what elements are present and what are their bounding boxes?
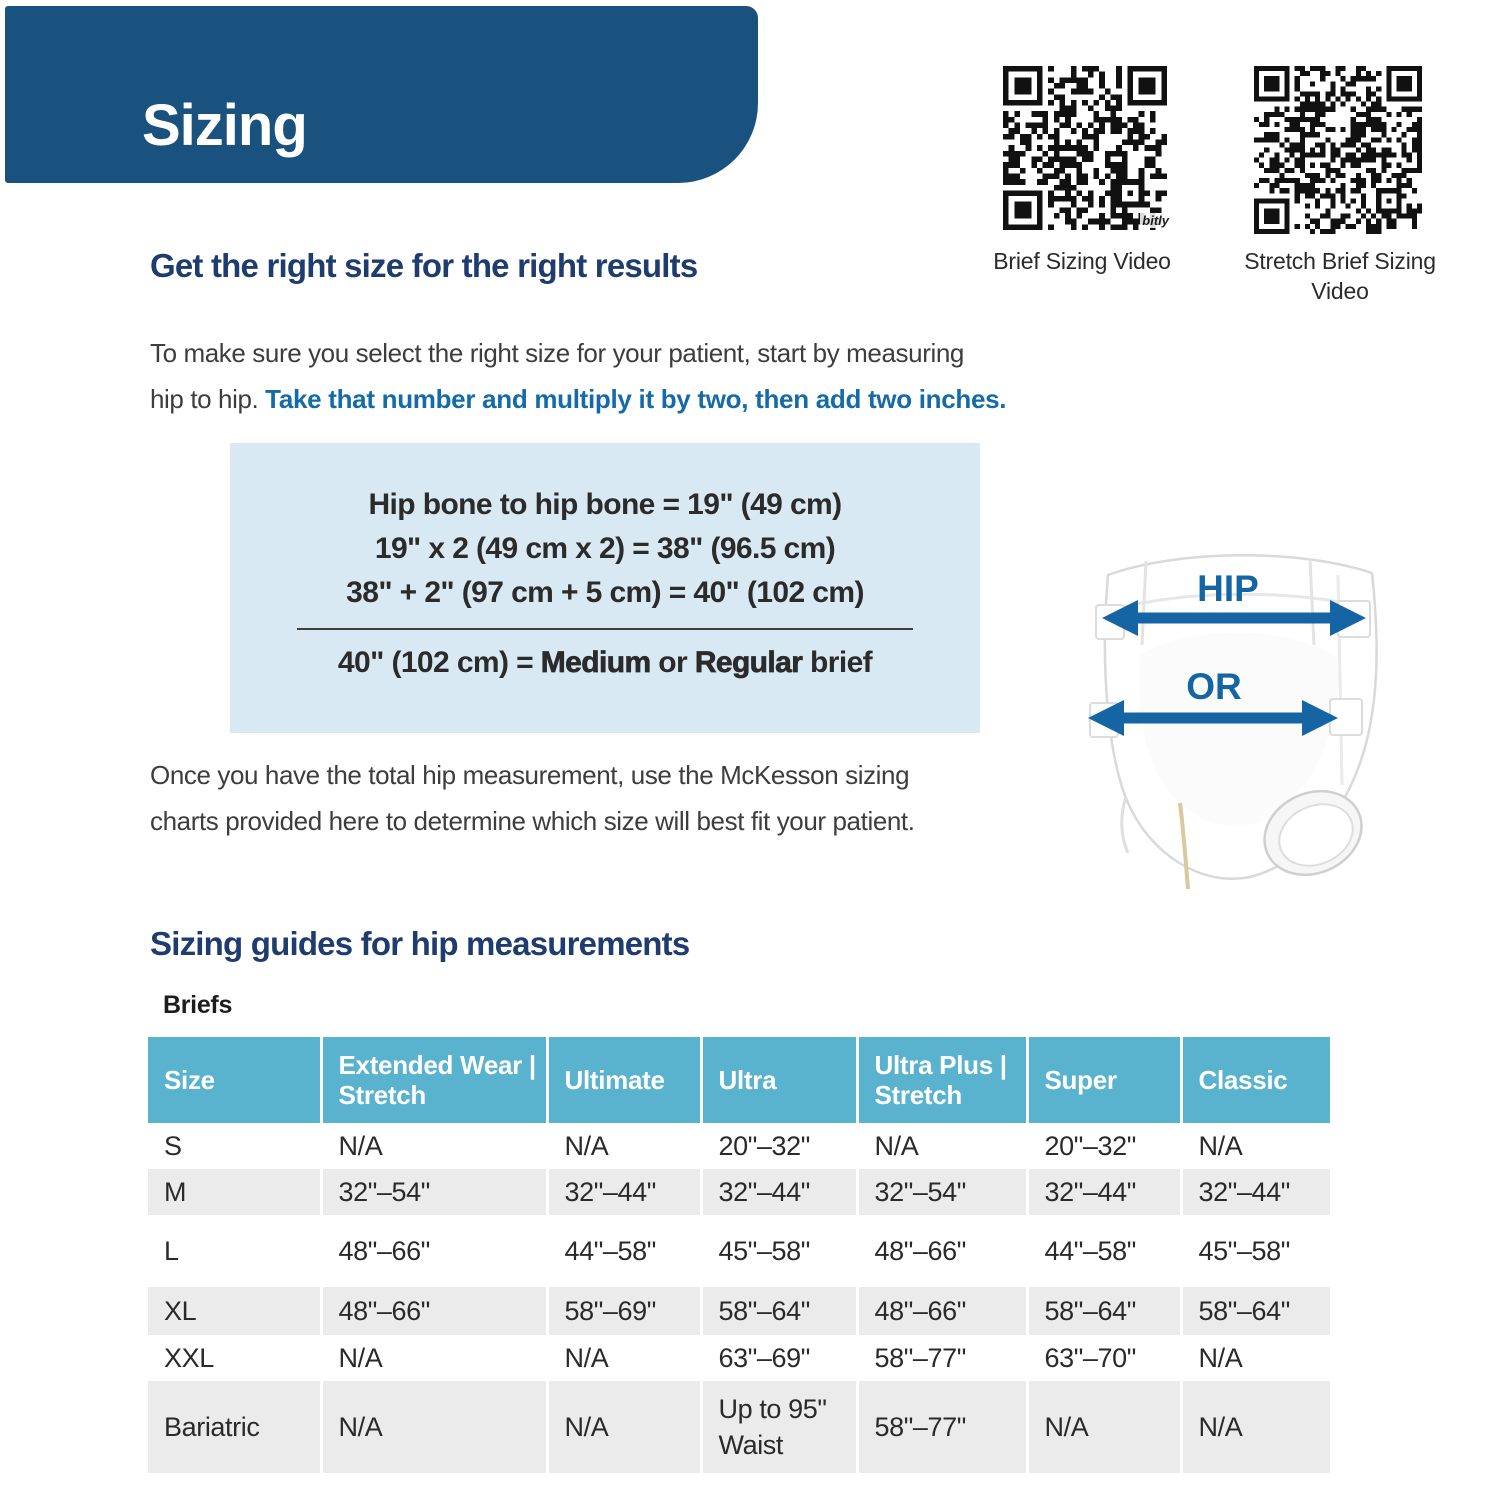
measurement-cell: 32"–44" [1181, 1169, 1330, 1215]
table-body [148, 1123, 1330, 1473]
measurement-cell: 48"–66" [857, 1287, 1027, 1335]
measurement-cell: N/A [321, 1335, 547, 1381]
size-cell: L [164, 1236, 179, 1266]
measurement-cell: 45"–58" [1181, 1215, 1330, 1287]
measurement-cell: 20"–32" [701, 1123, 857, 1169]
calc-line-1: Hip bone to hip bone = 19" (49 cm) [368, 488, 842, 521]
measurement-cell: 58"–64" [1181, 1287, 1330, 1335]
section-heading: Sizing guides for hip measurements [150, 925, 690, 962]
measurement-cell: N/A [547, 1123, 701, 1169]
table-row [148, 1335, 1330, 1381]
measurement-cell: N/A [1027, 1381, 1181, 1473]
calc-result-line: 40" (102 cm) = Medium or Regular brief [337, 646, 873, 679]
measurement-cell: N/A [1181, 1335, 1330, 1381]
brief-illustration-svg [1080, 535, 1400, 915]
briefs-sizing-table [148, 1037, 1330, 1473]
calc-line-3: 38" + 2" (97 cm + 5 cm) = 40" (102 cm) [346, 576, 864, 609]
size-cell: Bariatric [164, 1412, 260, 1442]
bitly-watermark: bitly [1142, 213, 1169, 228]
page-title: Sizing [142, 93, 307, 158]
table-row [148, 1215, 1330, 1287]
table-row [148, 1287, 1330, 1335]
measurement-cell: 32"–44" [547, 1169, 701, 1215]
qr-code-image [1003, 66, 1167, 230]
calculation-example-box [230, 443, 980, 733]
measurement-cell: N/A [547, 1381, 701, 1473]
measurement-cell: 32"–44" [701, 1169, 857, 1215]
measurement-cell: N/A [1181, 1123, 1330, 1169]
measurement-cell: 44"–58" [1027, 1215, 1181, 1287]
intro-heading: Get the right size for the right results [150, 247, 698, 284]
measurement-cell: 63"–70" [1027, 1335, 1181, 1381]
measurement-cell: 32"–54" [321, 1169, 547, 1215]
measurement-cell: N/A [857, 1123, 1027, 1169]
measurement-cell: 58"–77" [857, 1335, 1027, 1381]
intro-line-2: hip to hip. Take that number and multiply it by two, then add two inches. [150, 384, 1007, 414]
measurement-cell: 32"–44" [1027, 1169, 1181, 1215]
size-cell: S [164, 1131, 182, 1161]
column-header: Classic [1181, 1037, 1330, 1123]
measurement-cell: N/A [547, 1335, 701, 1381]
table-row [148, 1381, 1330, 1473]
table-header-row [148, 1037, 1330, 1123]
measurement-cell: 58"–69" [547, 1287, 701, 1335]
measurement-cell: 20"–32" [1027, 1123, 1181, 1169]
column-header: Ultimate [547, 1037, 701, 1123]
column-header: Extended Wear | Stretch [321, 1037, 547, 1123]
hip-label: HIP [1197, 568, 1259, 609]
column-header: Ultra [701, 1037, 857, 1123]
brief-measurement-illustration [1080, 535, 1400, 915]
measurement-cell: N/A [321, 1381, 547, 1473]
measurement-cell: 45"–58" [701, 1215, 857, 1287]
stretch-brief-sizing-qr-code [1254, 66, 1422, 234]
measurement-cell: Up to 95" Waist [701, 1381, 857, 1473]
brief-cuff-left [1122, 797, 1128, 853]
followup-line-1: Once you have the total hip measurement, use the McKesson sizing [150, 760, 910, 790]
measurement-cell: 58"–77" [857, 1381, 1027, 1473]
calc-result-medium: Medium [540, 646, 651, 679]
measurement-cell: 58"–64" [1027, 1287, 1181, 1335]
column-header: Size [148, 1037, 321, 1123]
measurement-cell: 48"–66" [321, 1287, 547, 1335]
followup-paragraph [150, 752, 1110, 844]
size-cell: XL [164, 1296, 197, 1326]
measurement-cell: 48"–66" [857, 1215, 1027, 1287]
page-banner [5, 6, 758, 183]
column-header: Ultra Plus | Stretch [857, 1037, 1027, 1123]
measurement-cell: 63"–69" [701, 1335, 857, 1381]
measurement-cell: 32"–54" [857, 1169, 1027, 1215]
size-cell: M [164, 1177, 187, 1207]
size-cell: XXL [164, 1343, 214, 1373]
measurement-cell: N/A [321, 1123, 547, 1169]
column-header: Super [1027, 1037, 1181, 1123]
calc-line-2: 19" x 2 (49 cm x 2) = 38" (96.5 cm) [374, 532, 836, 565]
followup-line-2: charts provided here to determine which size will best fit your patient. [150, 806, 915, 836]
table-row [148, 1123, 1330, 1169]
measurement-cell: N/A [1181, 1381, 1330, 1473]
calc-divider [297, 628, 913, 630]
brief-sizing-qr-label: Brief Sizing Video [993, 248, 1171, 274]
measurement-cell: 58"–64" [701, 1287, 857, 1335]
brief-sizing-qr-code [1003, 66, 1167, 230]
intro-line-1: To make sure you select the right size for your patient, start by measuring [150, 338, 964, 368]
intro-paragraph [150, 330, 1110, 422]
table-title: Briefs [163, 991, 233, 1019]
qr-code-image [1254, 66, 1422, 234]
measurement-cell: 48"–66" [321, 1215, 547, 1287]
calc-result-regular: Regular [694, 646, 803, 679]
or-label: OR [1186, 666, 1242, 707]
stretch-brief-sizing-qr-label: Stretch Brief Sizing Video [1244, 248, 1436, 304]
intro-emphasis: Take that number and multiply it by two, then add two inches. [265, 384, 1007, 414]
measurement-cell: 44"–58" [547, 1215, 701, 1287]
table-row [148, 1169, 1330, 1215]
